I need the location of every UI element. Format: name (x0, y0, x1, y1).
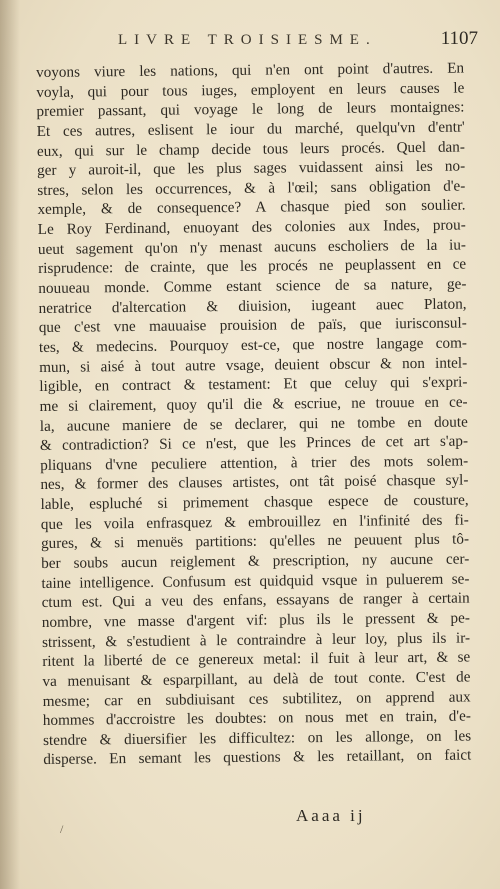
margin-mark: / (60, 822, 64, 836)
text-line: que c'est vne mauuaise prouision de païs, que iurisconsul- (38, 314, 467, 337)
text-line: ueut sagement qu'on n'y menast aucuns escholiers de la iu- (37, 236, 467, 258)
text-line: ber soubs aucun reiglement & prescription, ny aucune cer- (41, 550, 470, 572)
text-line: ritent la liberté de ce genereux metal: il fuit à leur art, & se (42, 648, 471, 671)
page-header (118, 28, 478, 58)
text-line: ger y auroit-il, que les plus sages vuidassent ainsi les no- (37, 157, 466, 180)
text-line: pliquans d'vne peculiere attention, à trier des mots solem- (40, 452, 469, 474)
text-line: que les voila enfrasquez & embrouillez en l'infinité des fi- (40, 511, 469, 533)
text-line: Et ces autres, eslisent le iour du marché, quelqu'vn d'entr' (36, 118, 465, 140)
text-line: nouueau monde. Comme estant science de sa nature, ge- (38, 275, 467, 298)
text-line: disperse. En semant les questions & les retaillant, on faict (43, 746, 472, 769)
text-line: strissent, & s'estudient à le contraindre à leur loy, plus ils ir- (41, 629, 471, 651)
text-line: ctum est. Qui a veu des enfans, essayans de ranger à certain (41, 589, 470, 612)
text-line: mun, si aisé à tout autre vsage, deuient obscur & non intel- (39, 354, 468, 376)
text-line: & contradiction? Si ce n'est, que les Princes de cet art s'ap- (39, 432, 469, 455)
page-number: 1107 (440, 28, 478, 49)
text-line: va menuisant & esparpillant, au delà de tout conte. C'est de (42, 668, 471, 690)
text-line: Le Roy Ferdinand, enuoyant des colonies aux Indes, prou- (37, 216, 466, 239)
text-line: stendre & diuersifier les difficultez: on les allonge, on les (43, 727, 472, 749)
text-line: neratrice d'altercation & diuision, iugeant auec Platon, (38, 295, 467, 317)
text-line: gures, & si menuës partitions: qu'elles ne peuuent plus tô- (40, 530, 470, 553)
text-line: lable, espluché si primement chasque espece de cousture, (40, 491, 469, 514)
text-line: risprudence: de crainte, que les procés ne peuplassent en ce (38, 255, 467, 278)
text-line: me si clairement, quoy qu'il die & escriue, ne trouue en ce- (39, 393, 468, 415)
text-line: mesme; car en subdiuisant ces subtilitez, on apprend aux (42, 687, 471, 710)
text-line: voyons viure les nations, qui n'en ont point d'autres. En (36, 59, 465, 81)
text-line: eux, qui sur le champ decide tous leurs procés. Quel dan- (36, 138, 465, 160)
text-line: nes, & former des clauses artistes, ont tât poisé chasque syl- (40, 471, 469, 494)
text-line: taine intelligence. Confusum est quidquid vsque in puluerem se- (41, 570, 470, 592)
text-line: la, aucune maniere de se declarer, qui ne tombe en doute (39, 413, 468, 435)
text-line: ligible, en contract & testament: Et que celuy qui s'expri- (39, 373, 468, 396)
text-line: nombre, vne masse d'argent vif: plus ils le pressent & pe- (41, 609, 470, 631)
text-line: voyla, qui pour tous iuges, employent en leurs causes le (36, 79, 465, 101)
text-line: stres, selon les occurrences, & à l'œil; sans obligation d'e- (37, 177, 466, 199)
binding-shadow (0, 0, 20, 889)
body-text (36, 59, 471, 771)
running-title: LIVRE TROISIESME. (118, 32, 377, 48)
signature-mark: Aaaa ij (296, 806, 366, 825)
text-line: hommes d'accroistre les doubtes: on nous met en train, d'e- (42, 707, 471, 730)
text-line: xemple, & de consequence? A chasque pied son soulier. (37, 196, 466, 219)
text-line: tes, & medecins. Pourquoy est-ce, que nostre langage com- (38, 334, 468, 356)
text-line: premier passant, qui voyage le long de leurs montaignes: (36, 98, 465, 121)
